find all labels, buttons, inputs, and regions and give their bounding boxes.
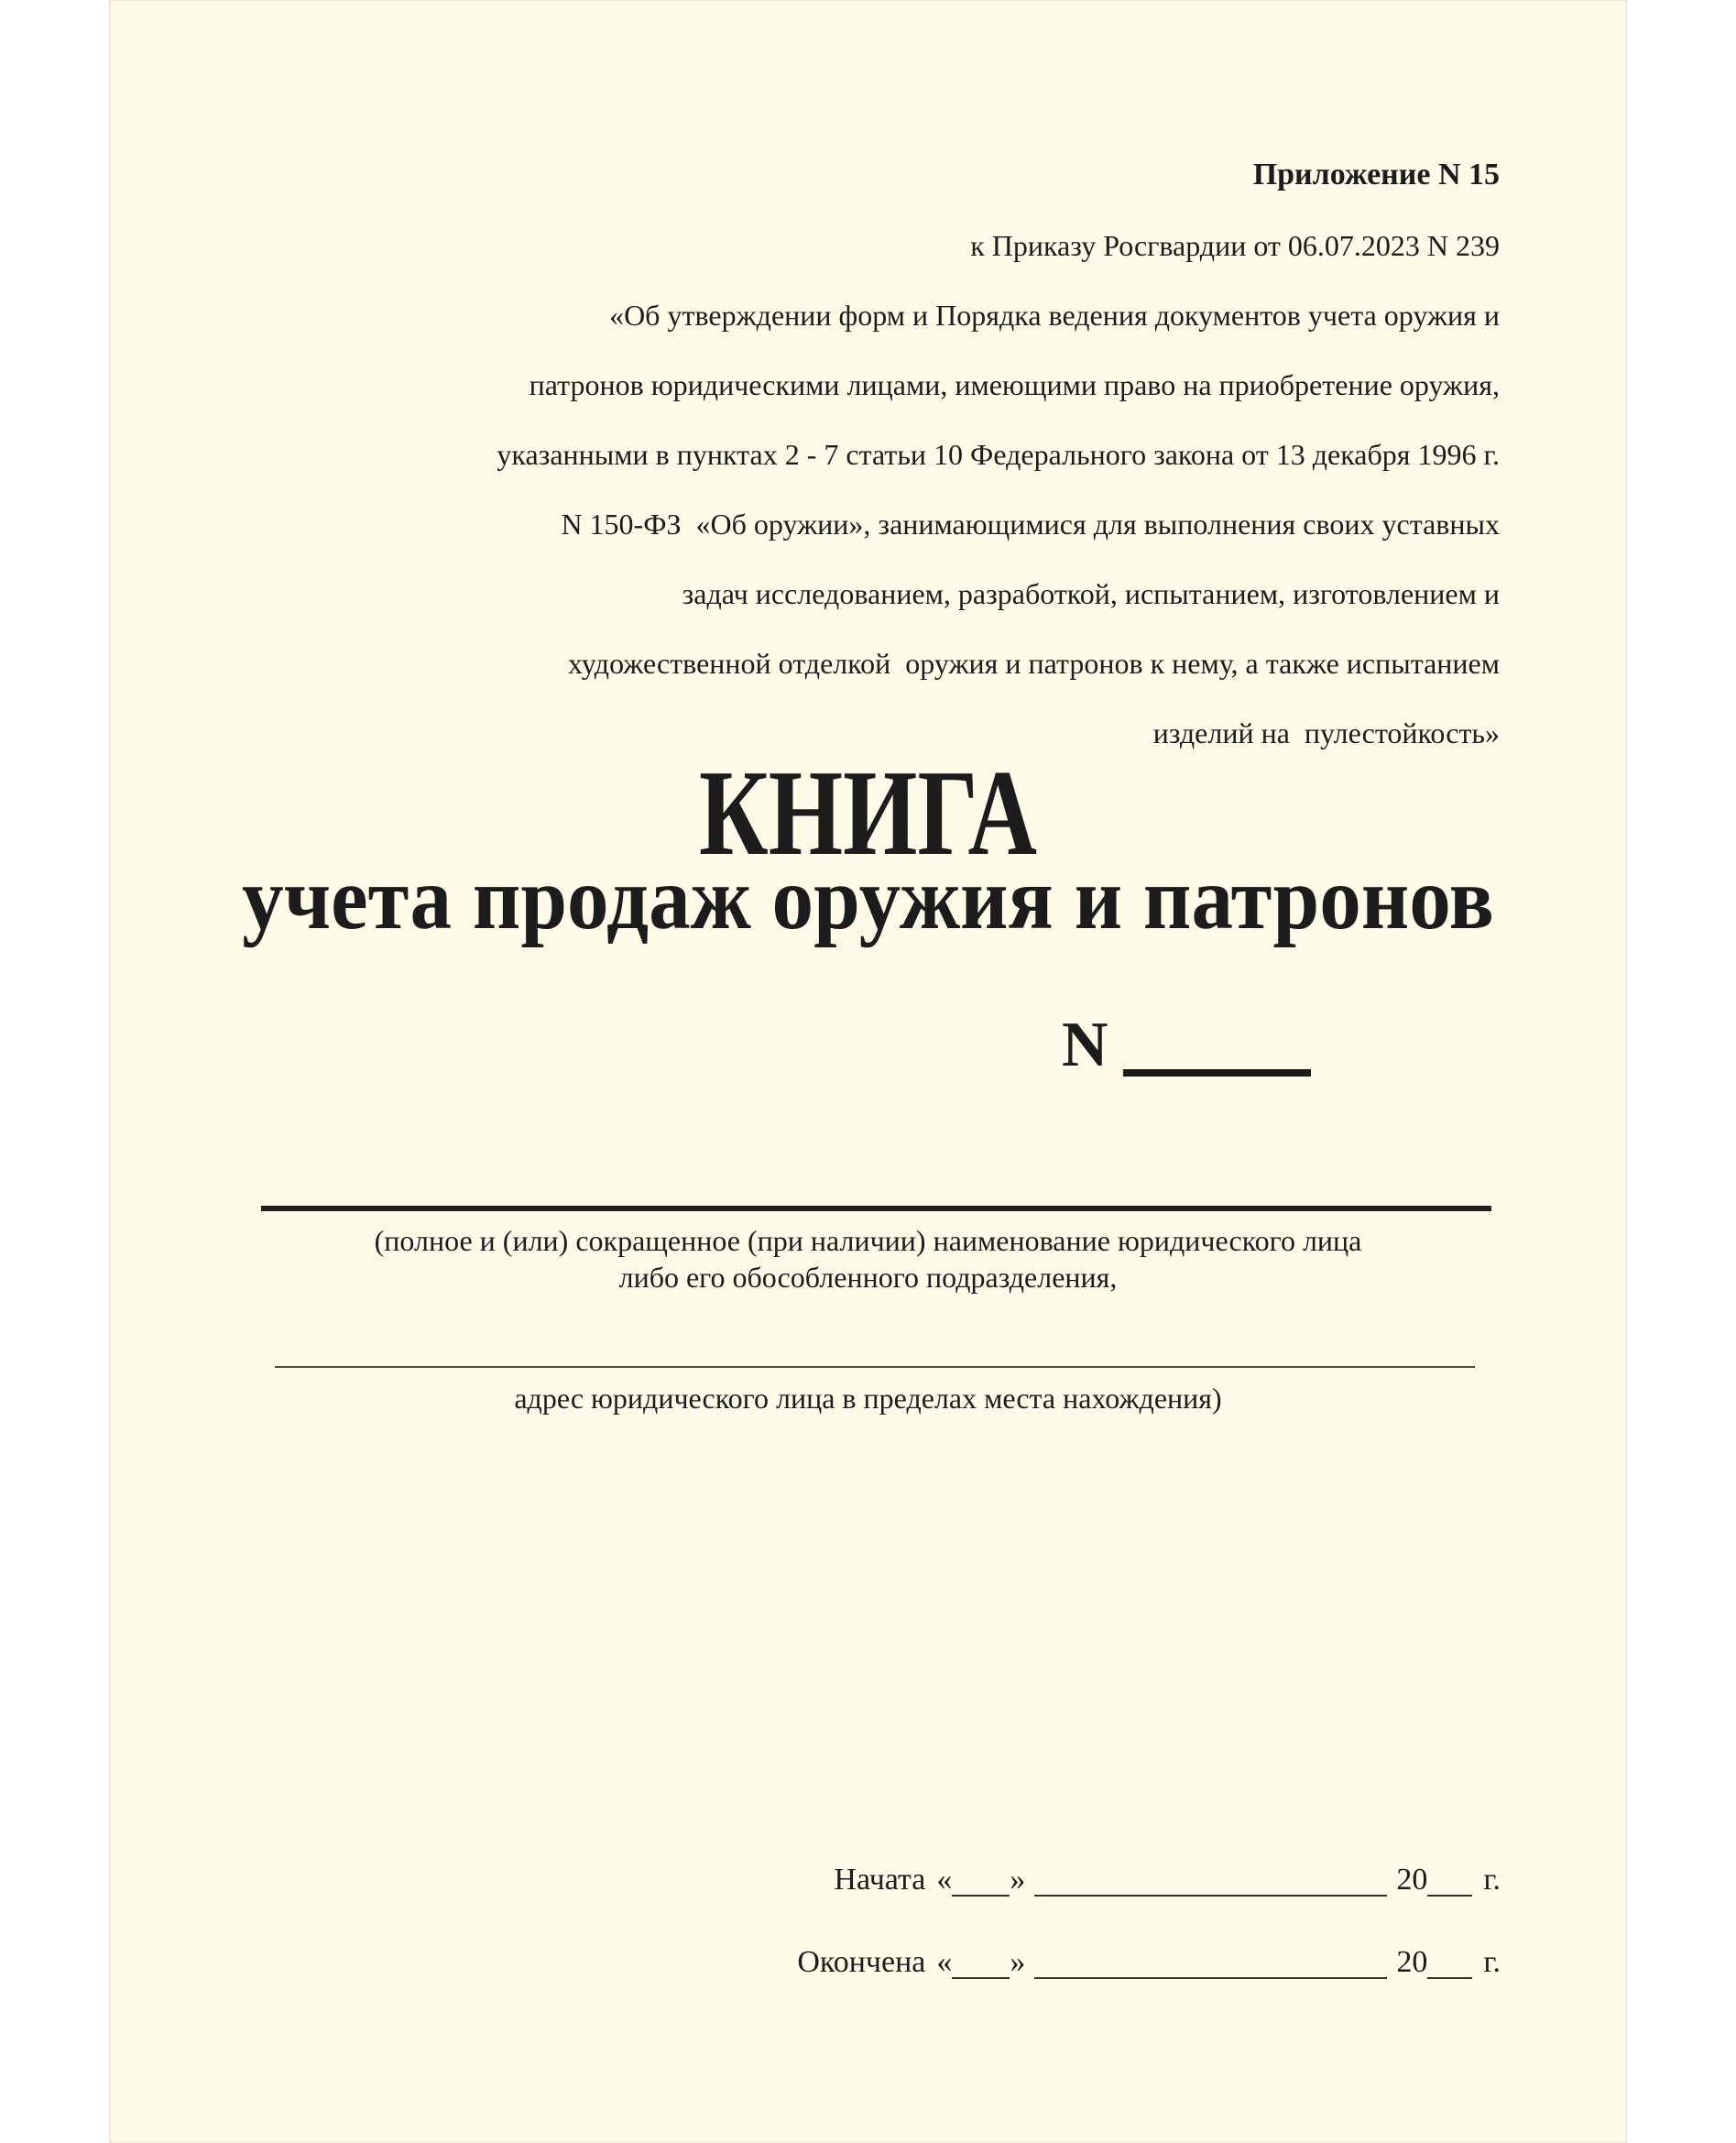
finished-year-blank-field xyxy=(1427,1977,1472,1979)
started-year-blank-field xyxy=(1427,1895,1472,1897)
org-caption-line-2: либо его обособленного подразделения, xyxy=(618,1261,1118,1294)
org-address-blank-line xyxy=(275,1366,1475,1368)
org-caption-line-1: (полное и (или) сокращенное (при наличии) наименование юридического лица xyxy=(374,1224,1362,1257)
finished-year-prefix: 20 xyxy=(1396,1945,1428,1979)
appendix-title: Приложение N 15 xyxy=(1252,158,1500,191)
finished-row xyxy=(797,1942,1501,1983)
header-line: задач исследованием, разработкой, испытанием, изготовлением и xyxy=(682,577,1500,610)
org-name-blank-line xyxy=(261,1206,1491,1211)
book-title: КНИГА xyxy=(699,745,1037,880)
open-quote: « xyxy=(936,1945,953,1979)
header-line: N 150-ФЗ «Об оружии», занимающимися для выполнения своих уставных xyxy=(561,508,1500,541)
started-day-blank-field xyxy=(952,1895,1010,1897)
header-line: художественной отделкой оружия и патронов к нему, а также испытанием xyxy=(568,647,1500,680)
appendix-header xyxy=(497,123,1500,784)
finished-day-blank-field xyxy=(952,1977,1010,1979)
open-quote: « xyxy=(936,1863,953,1897)
finished-month-blank-field xyxy=(1034,1977,1387,1979)
org-caption-line-3: адрес юридического лица в пределах места нахождения) xyxy=(514,1382,1222,1415)
number-blank-field xyxy=(1123,1069,1311,1077)
started-label: Начата xyxy=(834,1863,926,1897)
started-month-blank-field xyxy=(1034,1895,1387,1897)
finished-label: Окончена xyxy=(797,1945,926,1979)
close-quote: » xyxy=(1010,1945,1026,1979)
started-year-prefix: 20 xyxy=(1396,1863,1428,1897)
book-subtitle: учета продаж оружия и патронов xyxy=(242,849,1494,948)
document-page xyxy=(109,0,1627,2143)
header-line: «Об утверждении форм и Порядка ведения документов учета оружия и xyxy=(609,299,1500,332)
book-number-row xyxy=(1062,1010,1311,1080)
header-line: патронов юридическими лицами, имеющими право на приобретение оружия, xyxy=(529,368,1500,401)
close-quote: » xyxy=(1010,1863,1026,1897)
header-line: указанными в пунктах 2 - 7 статьи 10 Федерального закона от 13 декабря 1996 г. xyxy=(497,438,1500,471)
started-year-suffix: г. xyxy=(1483,1863,1501,1897)
finished-year-suffix: г. xyxy=(1483,1945,1501,1979)
header-line: изделий на пулестойкость» xyxy=(1152,716,1500,749)
started-row xyxy=(834,1860,1501,1900)
header-line: к Приказу Росгвардии от 06.07.2023 N 239 xyxy=(970,229,1500,262)
number-label: N xyxy=(1062,1010,1108,1080)
